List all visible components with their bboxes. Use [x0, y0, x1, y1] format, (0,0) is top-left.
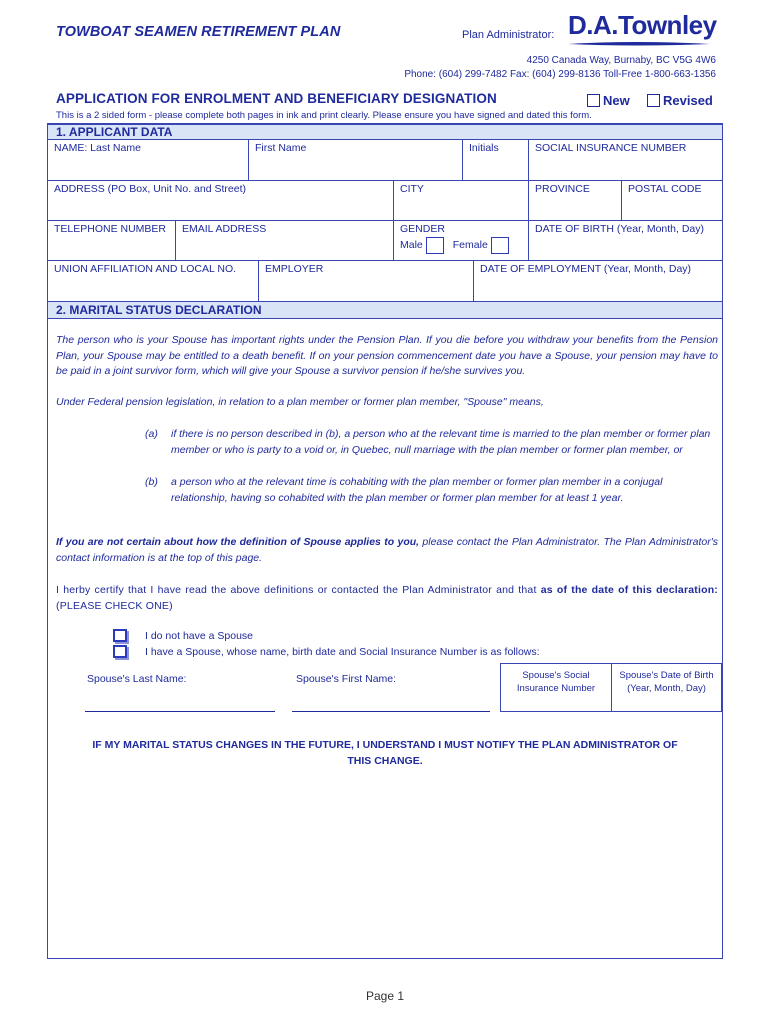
- revised-checkbox[interactable]: [647, 94, 660, 107]
- uncertain-rest: please contact the Plan Administrator. The Plan Administrator's contact information is at the top of this page.: [56, 536, 718, 564]
- plan-title: TOWBOAT SEAMEN RETIREMENT PLAN: [56, 24, 341, 40]
- female-checkbox[interactable]: [491, 237, 509, 254]
- city-label: CITY: [400, 183, 424, 195]
- email-field[interactable]: [175, 220, 394, 261]
- telephone-field[interactable]: [47, 220, 176, 261]
- postal-code-field[interactable]: [621, 180, 723, 221]
- first-name-label: First Name: [255, 142, 307, 154]
- page-number: Page 1: [365, 989, 405, 1003]
- initials-label: Initials: [469, 142, 499, 154]
- townley-logo: D.A.Townley: [568, 10, 717, 40]
- spouse-dob-label-1: Spouse's Date of Birth: [619, 670, 714, 681]
- revised-label: Revised: [663, 93, 713, 108]
- spouse-definition-intro: Under Federal pension legislation, in relation to a plan member or former plan member, "Spouse" means,: [56, 396, 544, 408]
- union-affiliation-label: UNION AFFILIATION AND LOCAL NO.: [54, 263, 237, 275]
- spouse-last-name-line[interactable]: [85, 711, 275, 712]
- spouse-dob-label-2: (Year, Month, Day): [627, 683, 706, 694]
- plan-administrator-label: Plan Administrator:: [462, 29, 555, 41]
- employer-label: EMPLOYER: [265, 263, 324, 275]
- spouse-first-name-line[interactable]: [292, 711, 490, 712]
- logo-swoosh-icon: [566, 38, 712, 50]
- revised-option[interactable]: [647, 93, 713, 108]
- spouse-dob-field[interactable]: [611, 663, 722, 712]
- female-label: Female: [452, 239, 488, 251]
- first-name-field[interactable]: [248, 139, 463, 181]
- spouse-last-name-label: Spouse's Last Name:: [87, 673, 187, 685]
- spouse-rights-paragraph: The person who is your Spouse has important rights under the Pension Plan. If you die before you withdraw your benefits from the Pension Plan, your Spouse may be entitled to a death benefit. If on your pension commencement date you have a Spouse, your pension may have to be paid in a joint survivor form, which will give your Spouse a survivor pension if he/she survives you.: [56, 334, 718, 377]
- new-option[interactable]: [587, 93, 630, 108]
- address-line: 4250 Canada Way, Burnaby, BC V5G 4W6: [526, 55, 716, 66]
- spouse-first-name-label: Spouse's First Name:: [296, 673, 397, 685]
- sin-label: SOCIAL INSURANCE NUMBER: [535, 142, 687, 154]
- certification-start: I herby certify that I have read the above definitions or contacted the Plan Administrator and that: [56, 584, 541, 596]
- male-checkbox[interactable]: [426, 237, 444, 254]
- address-label: ADDRESS (PO Box, Unit No. and Street): [54, 183, 246, 195]
- section-1-heading: 1. APPLICANT DATA: [47, 124, 723, 140]
- city-field[interactable]: [393, 180, 529, 221]
- item-a-text: if there is no person described in (b), a person who at the relevant time is married to the plan member or former plan member or who is party to a void or, in Quebec, null marriage with the plan member or former plan member, or: [171, 428, 711, 456]
- notice-line-1: IF MY MARITAL STATUS CHANGES IN THE FUTURE, I UNDERSTAND I MUST NOTIFY THE PLAN ADMINISTRATOR OF: [92, 739, 678, 751]
- notice-line-2: THIS CHANGE.: [347, 754, 423, 767]
- phone-line: Phone: (604) 299-7482 Fax: (604) 299-8136 Toll-Free 1-800-663-1356: [404, 69, 716, 80]
- gender-label: GENDER: [400, 223, 445, 235]
- date-of-employment-label: DATE OF EMPLOYMENT (Year, Month, Day): [480, 263, 692, 275]
- union-affiliation-field[interactable]: [47, 260, 259, 302]
- date-of-employment-field[interactable]: [473, 260, 723, 302]
- telephone-label: TELEPHONE NUMBER: [54, 223, 167, 235]
- certification-paragraph: [56, 583, 718, 614]
- certification-bold: as of the date of this declaration:: [540, 584, 719, 596]
- uncertain-bold: If you are not certain about how the definition of Spouse applies to you,: [56, 536, 420, 548]
- new-checkbox[interactable]: [587, 94, 600, 107]
- item-a-label: (a): [145, 428, 158, 440]
- sin-field[interactable]: [528, 139, 723, 181]
- no-spouse-label: I do not have a Spouse: [145, 630, 253, 642]
- gender-field: [393, 220, 529, 261]
- new-label: New: [603, 93, 630, 108]
- spouse-sin-field[interactable]: [500, 663, 612, 712]
- form-title: APPLICATION FOR ENROLMENT AND BENEFICIARY DESIGNATION: [56, 91, 497, 106]
- province-label: PROVINCE: [535, 183, 590, 195]
- status-change-notice: [47, 738, 723, 769]
- no-spouse-checkbox[interactable]: [113, 629, 127, 642]
- certification-end: (PLEASE CHECK ONE): [56, 599, 173, 612]
- email-label: EMAIL ADDRESS: [182, 223, 267, 235]
- uncertain-paragraph: [56, 535, 718, 566]
- gender-options: [400, 237, 522, 254]
- address-field[interactable]: [47, 180, 394, 221]
- spouse-sin-label-2: Insurance Number: [516, 683, 596, 694]
- initials-field[interactable]: [462, 139, 529, 181]
- date-of-birth-label: DATE OF BIRTH (Year, Month, Day): [535, 223, 705, 235]
- date-of-birth-field[interactable]: [528, 220, 723, 261]
- have-spouse-checkbox[interactable]: [113, 645, 127, 658]
- last-name-label: NAME: Last Name: [54, 142, 141, 154]
- postal-code-label: POSTAL CODE: [628, 183, 702, 195]
- form-instructions: This is a 2 sided form - please complete both pages in ink and print clearly. Please ensure you have signed and dated this form.: [56, 110, 592, 121]
- employer-field[interactable]: [258, 260, 474, 302]
- item-b-label: (b): [145, 476, 158, 488]
- male-label: Male: [400, 239, 423, 251]
- item-b-text: a person who at the relevant time is cohabiting with the plan member or former plan member in a conjugal relationship, having so cohabited with the plan member or former plan member for at least 1 year.: [171, 476, 663, 504]
- section-2-heading: 2. MARITAL STATUS DECLARATION: [47, 301, 723, 319]
- administrator-address: [404, 54, 716, 82]
- spouse-sin-label-1: Spouse's Social: [522, 670, 590, 681]
- province-field[interactable]: [528, 180, 622, 221]
- last-name-field[interactable]: [47, 139, 249, 181]
- have-spouse-label: I have a Spouse, whose name, birth date and Social Insurance Number is as follows:: [145, 646, 540, 658]
